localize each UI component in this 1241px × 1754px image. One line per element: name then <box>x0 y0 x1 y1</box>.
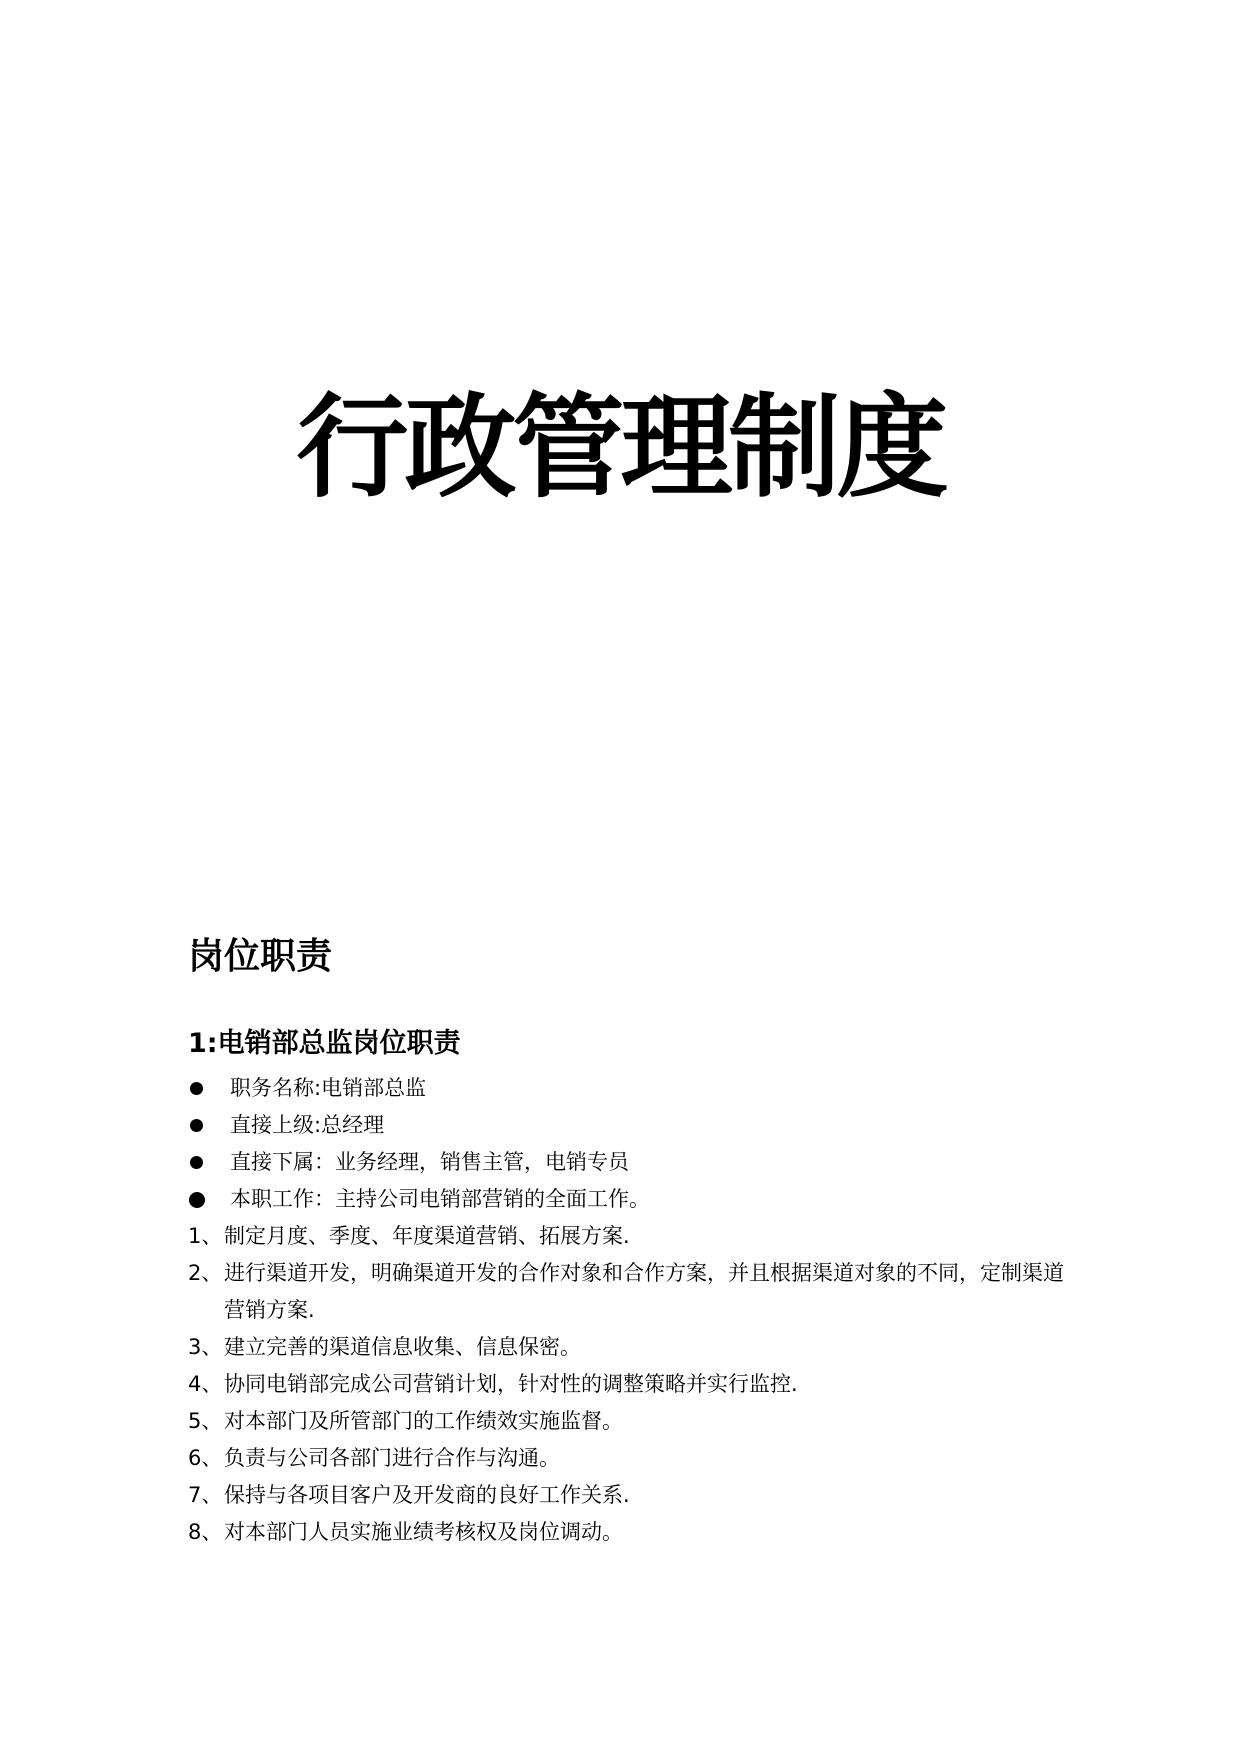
item-number: 4、 <box>188 1372 223 1396</box>
bullet-item <box>188 1070 650 1107</box>
item-number: 3、 <box>188 1335 223 1359</box>
item-number: 5、 <box>188 1409 223 1433</box>
item-text: 协同电销部完成公司营销计划，针对性的调整策略并实行监控. <box>224 1372 798 1396</box>
numbered-item <box>188 1514 1068 1551</box>
numbered-item <box>188 1440 1068 1477</box>
item-text: 对本部门及所管部门的工作绩效实施监督。 <box>224 1409 623 1433</box>
item-text: 对本部门人员实施业绩考核权及岗位调动。 <box>224 1520 623 1544</box>
numbered-item <box>188 1477 1068 1514</box>
item-number: 8、 <box>188 1520 223 1544</box>
section-title: 岗位职责 <box>188 936 333 977</box>
numbered-list <box>188 1218 1068 1551</box>
item-text: 制定月度、季度、年度渠道营销、拓展方案. <box>224 1224 630 1248</box>
bullet-dot-icon <box>190 1156 203 1169</box>
item-number: 1、 <box>188 1224 223 1248</box>
bullet-dot-icon <box>190 1119 203 1132</box>
bullet-item <box>188 1181 650 1218</box>
item-text: 进行渠道开发，明确渠道开发的合作对象和合作方案，并且根据渠道对象的不同，定制渠道营销方案. <box>224 1261 1064 1322</box>
bullet-text: 直接下属：业务经理，销售主管，电销专员 <box>230 1150 629 1174</box>
bullet-text: 本职工作：主持公司电销部营销的全面工作。 <box>230 1187 650 1211</box>
bullet-text: 直接上级:总经理 <box>230 1113 385 1137</box>
item-text: 建立完善的渠道信息收集、信息保密。 <box>224 1335 581 1359</box>
item-text: 保持与各项目客户及开发商的良好工作关系. <box>224 1483 630 1507</box>
bullet-dot-icon <box>190 1082 203 1095</box>
numbered-item <box>188 1366 1068 1403</box>
item-number: 2、 <box>188 1261 223 1285</box>
numbered-item <box>188 1403 1068 1440</box>
bullet-list <box>188 1070 650 1218</box>
bullet-item <box>188 1107 650 1144</box>
numbered-item <box>188 1218 1068 1255</box>
item-number: 7、 <box>188 1483 223 1507</box>
main-title: 行政管理制度 <box>296 383 945 513</box>
numbered-item <box>188 1255 1068 1329</box>
numbered-item <box>188 1329 1068 1366</box>
item-text: 负责与公司各部门进行合作与沟通。 <box>224 1446 560 1470</box>
bullet-dot-icon <box>189 1192 205 1208</box>
sub-title: 1:电销部总监岗位职责 <box>188 1028 461 1059</box>
item-number: 6、 <box>188 1446 223 1470</box>
bullet-item <box>188 1144 650 1181</box>
bullet-text: 职务名称:电销部总监 <box>230 1076 427 1100</box>
